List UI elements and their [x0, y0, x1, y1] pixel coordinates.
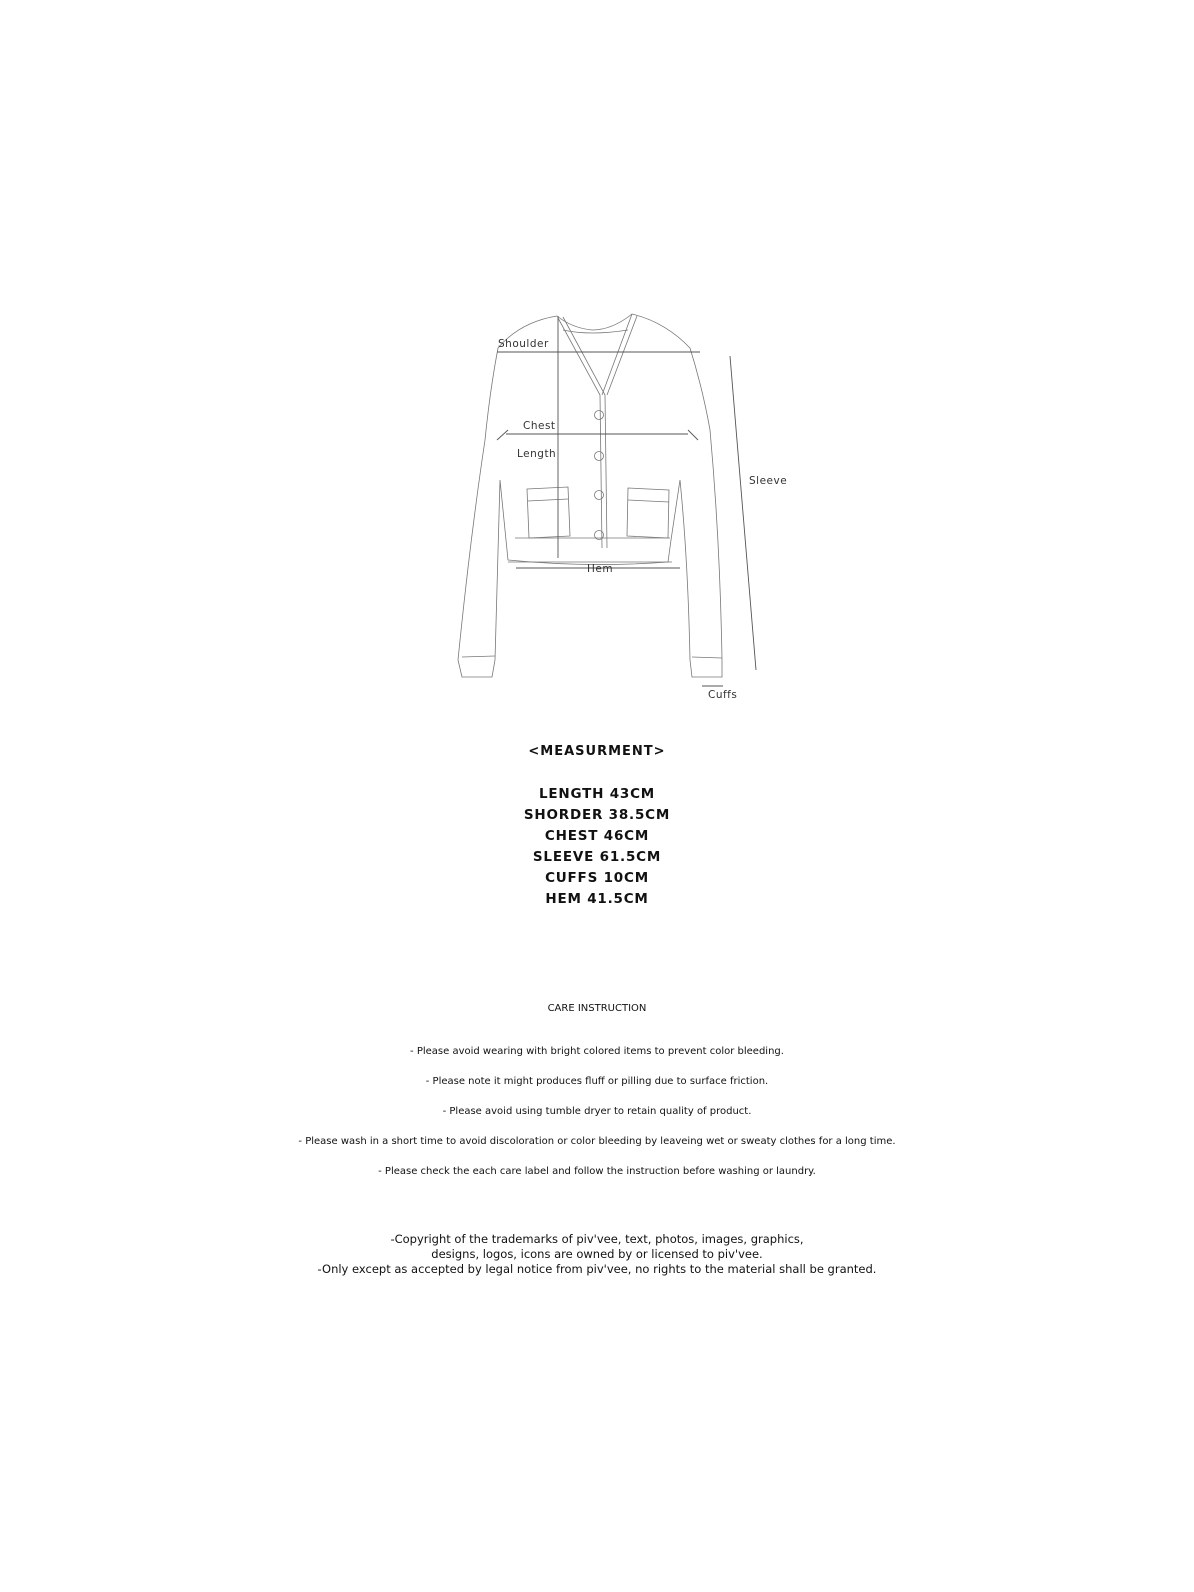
copyright-line: -Copyright of the trademarks of piv'vee, text, photos, images, graphics, — [390, 1232, 804, 1246]
hem-label: Hem — [587, 563, 614, 575]
care-item: - Please note it might produces fluff or pilling due to surface friction. — [425, 1076, 769, 1087]
cardigan-measurement-diagram — [440, 300, 790, 700]
measurement-chest: CHEST 46CM — [544, 828, 650, 844]
shoulder-label: Shoulder — [498, 338, 549, 350]
care-instruction-title: CARE INSTRUCTION — [547, 1003, 647, 1014]
care-item: - Please check the each care label and follow the instruction before washing or laundry. — [378, 1166, 816, 1177]
care-item: - Please avoid using tumble dryer to retain quality of product. — [442, 1106, 752, 1117]
copyright-line: -Only except as accepted by legal notice from piv'vee, no rights to the material shall be granted. — [317, 1262, 877, 1276]
sleeve-label: Sleeve — [749, 475, 788, 487]
copyright-line: designs, logos, icons are owned by or licensed to piv'vee. — [431, 1247, 763, 1261]
measurement-cuffs: CUFFS 10CM — [545, 870, 649, 886]
cuffs-label: Cuffs — [708, 689, 738, 700]
measurement-hem: HEM 41.5CM — [545, 891, 649, 907]
measurement-sleeve: SLEEVE 61.5CM — [532, 849, 662, 865]
care-item: - Please avoid wearing with bright colored items to prevent color bleeding. — [410, 1046, 784, 1057]
copyright-notice — [0, 1232, 1194, 1277]
cardigan-outline-icon — [458, 314, 722, 677]
measurement-title: <MEASURMENT> — [528, 744, 666, 759]
measurement-length: LENGTH 43CM — [538, 786, 656, 802]
chest-label: Chest — [523, 420, 556, 432]
measurement-shoulder: SHORDER 38.5CM — [523, 807, 671, 823]
length-label: Length — [517, 448, 557, 460]
care-item: - Please wash in a short time to avoid discoloration or color bleeding by leaveing wet or sweaty clothes for a long time. — [298, 1136, 896, 1147]
care-instruction-list — [0, 1046, 1194, 1196]
measurement-list — [0, 784, 1194, 910]
